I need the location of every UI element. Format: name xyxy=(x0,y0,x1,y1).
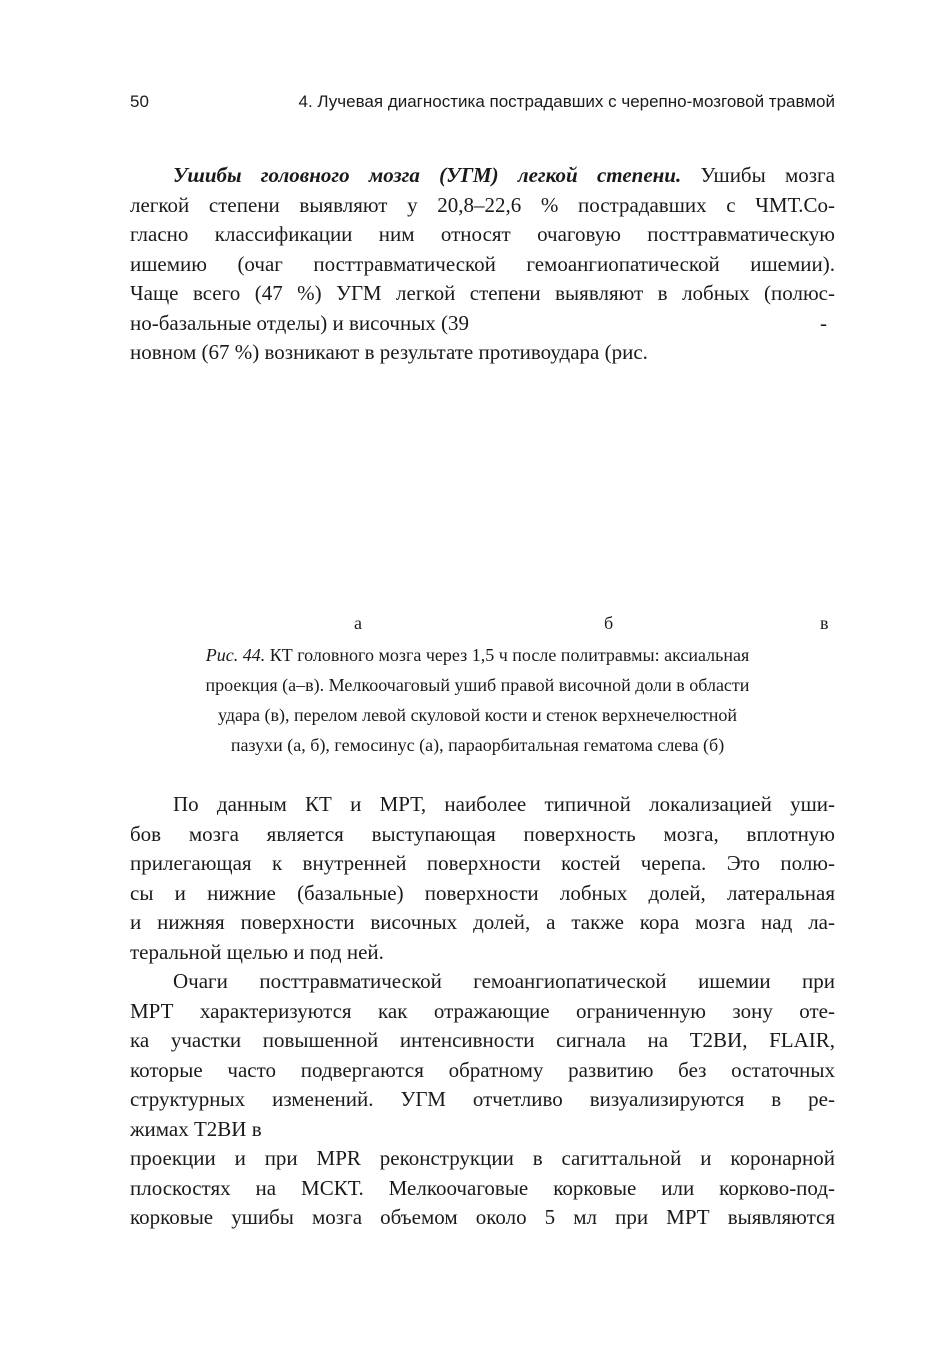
text-line: которые часто подвергаются обратному развитию без остаточных xyxy=(130,1057,835,1082)
text-line: Чаще всего (47 %) УГМ легкой степени выявляют в лобных (полюс- xyxy=(130,281,835,305)
section-heading: Ушибы головного мозга (УГМ) легкой степени. xyxy=(173,163,682,187)
text-line: проекции и при MPR реконструкции в сагиттальной и коронарной xyxy=(130,1146,835,1170)
figure-caption-line: Рис. 44. КТ головного мозга через 1,5 ч после политравмы: аксиальная xyxy=(205,645,750,665)
panel-label-b: б xyxy=(604,613,614,633)
text-line: Очаги посттравматической гемоангиопатической ишемии при xyxy=(173,969,835,993)
running-title: 4. Лучевая диагностика пострадавших с черепно-мозговой травмой xyxy=(298,92,835,111)
text-line: бов мозга является выступающая поверхность мозга, вплотную xyxy=(130,821,835,846)
panel-label-v: в xyxy=(820,613,829,633)
text-line: Ушибы головного мозга (УГМ) легкой степени. Ушибы мозга xyxy=(173,163,835,187)
text-line: жимах T2ВИ в xyxy=(130,1116,262,1141)
text-line: По данным КТ и МРТ, наиболее типичной локализацией уши- xyxy=(173,792,835,816)
text-line: структурных изменений. УГМ отчетливо визуализируются в ре- xyxy=(130,1087,835,1111)
text-line: новном (67 %) возникают в результате противоудара (рис. xyxy=(130,340,648,364)
text-line: прилегающая к внутренней поверхности костей черепа. Это полю- xyxy=(130,851,835,875)
figure-caption-line: проекция (а–в). Мелкоочаговый ушиб правой височной доли в области xyxy=(205,675,750,695)
text-line: ишемию (очаг посттравматической гемоангиопатической ишемии). xyxy=(130,251,835,276)
figure-caption-label: Рис. 44. xyxy=(205,645,266,665)
figure-caption-line: пазухи (а, б), гемосинус (а), параорбитальная гематома слева (б) xyxy=(230,735,725,755)
text-line: гласно классификации ним относят очаговую посттравматическую xyxy=(130,222,835,246)
text-line: ка участки повышенной интенсивности сигнала на T2ВИ, FLAIR, xyxy=(130,1028,835,1052)
panel-label-a: а xyxy=(354,613,362,633)
text-line: но-базальные отделы) и височных (39 xyxy=(130,310,470,335)
hyphen-mark: - xyxy=(820,310,827,335)
text-line: сы и нижние (базальные) поверхности лобных долей, латеральная xyxy=(130,880,835,905)
text-line: и нижняя поверхности височных долей, а также кора мозга над ла- xyxy=(130,910,835,934)
text-line: МРТ характеризуются как отражающие ограниченную зону оте- xyxy=(130,998,835,1023)
figure-caption-line: удара (в), перелом левой скуловой кости и стенок верхнечелюстной xyxy=(217,705,738,725)
text-line: корковые ушибы мозга объемом около 5 мл при МРТ выявляются xyxy=(130,1205,835,1229)
text-line: легкой степени выявляют у 20,8–22,6 % пострадавших с ЧМТ.Со- xyxy=(130,192,835,217)
page-number: 50 xyxy=(130,92,149,111)
page-header xyxy=(130,92,835,122)
text-line: теральной щелью и под ней. xyxy=(130,939,384,964)
text-line: плоскостях на МСКТ. Мелкоочаговые корковые или корково-под- xyxy=(130,1175,835,1200)
